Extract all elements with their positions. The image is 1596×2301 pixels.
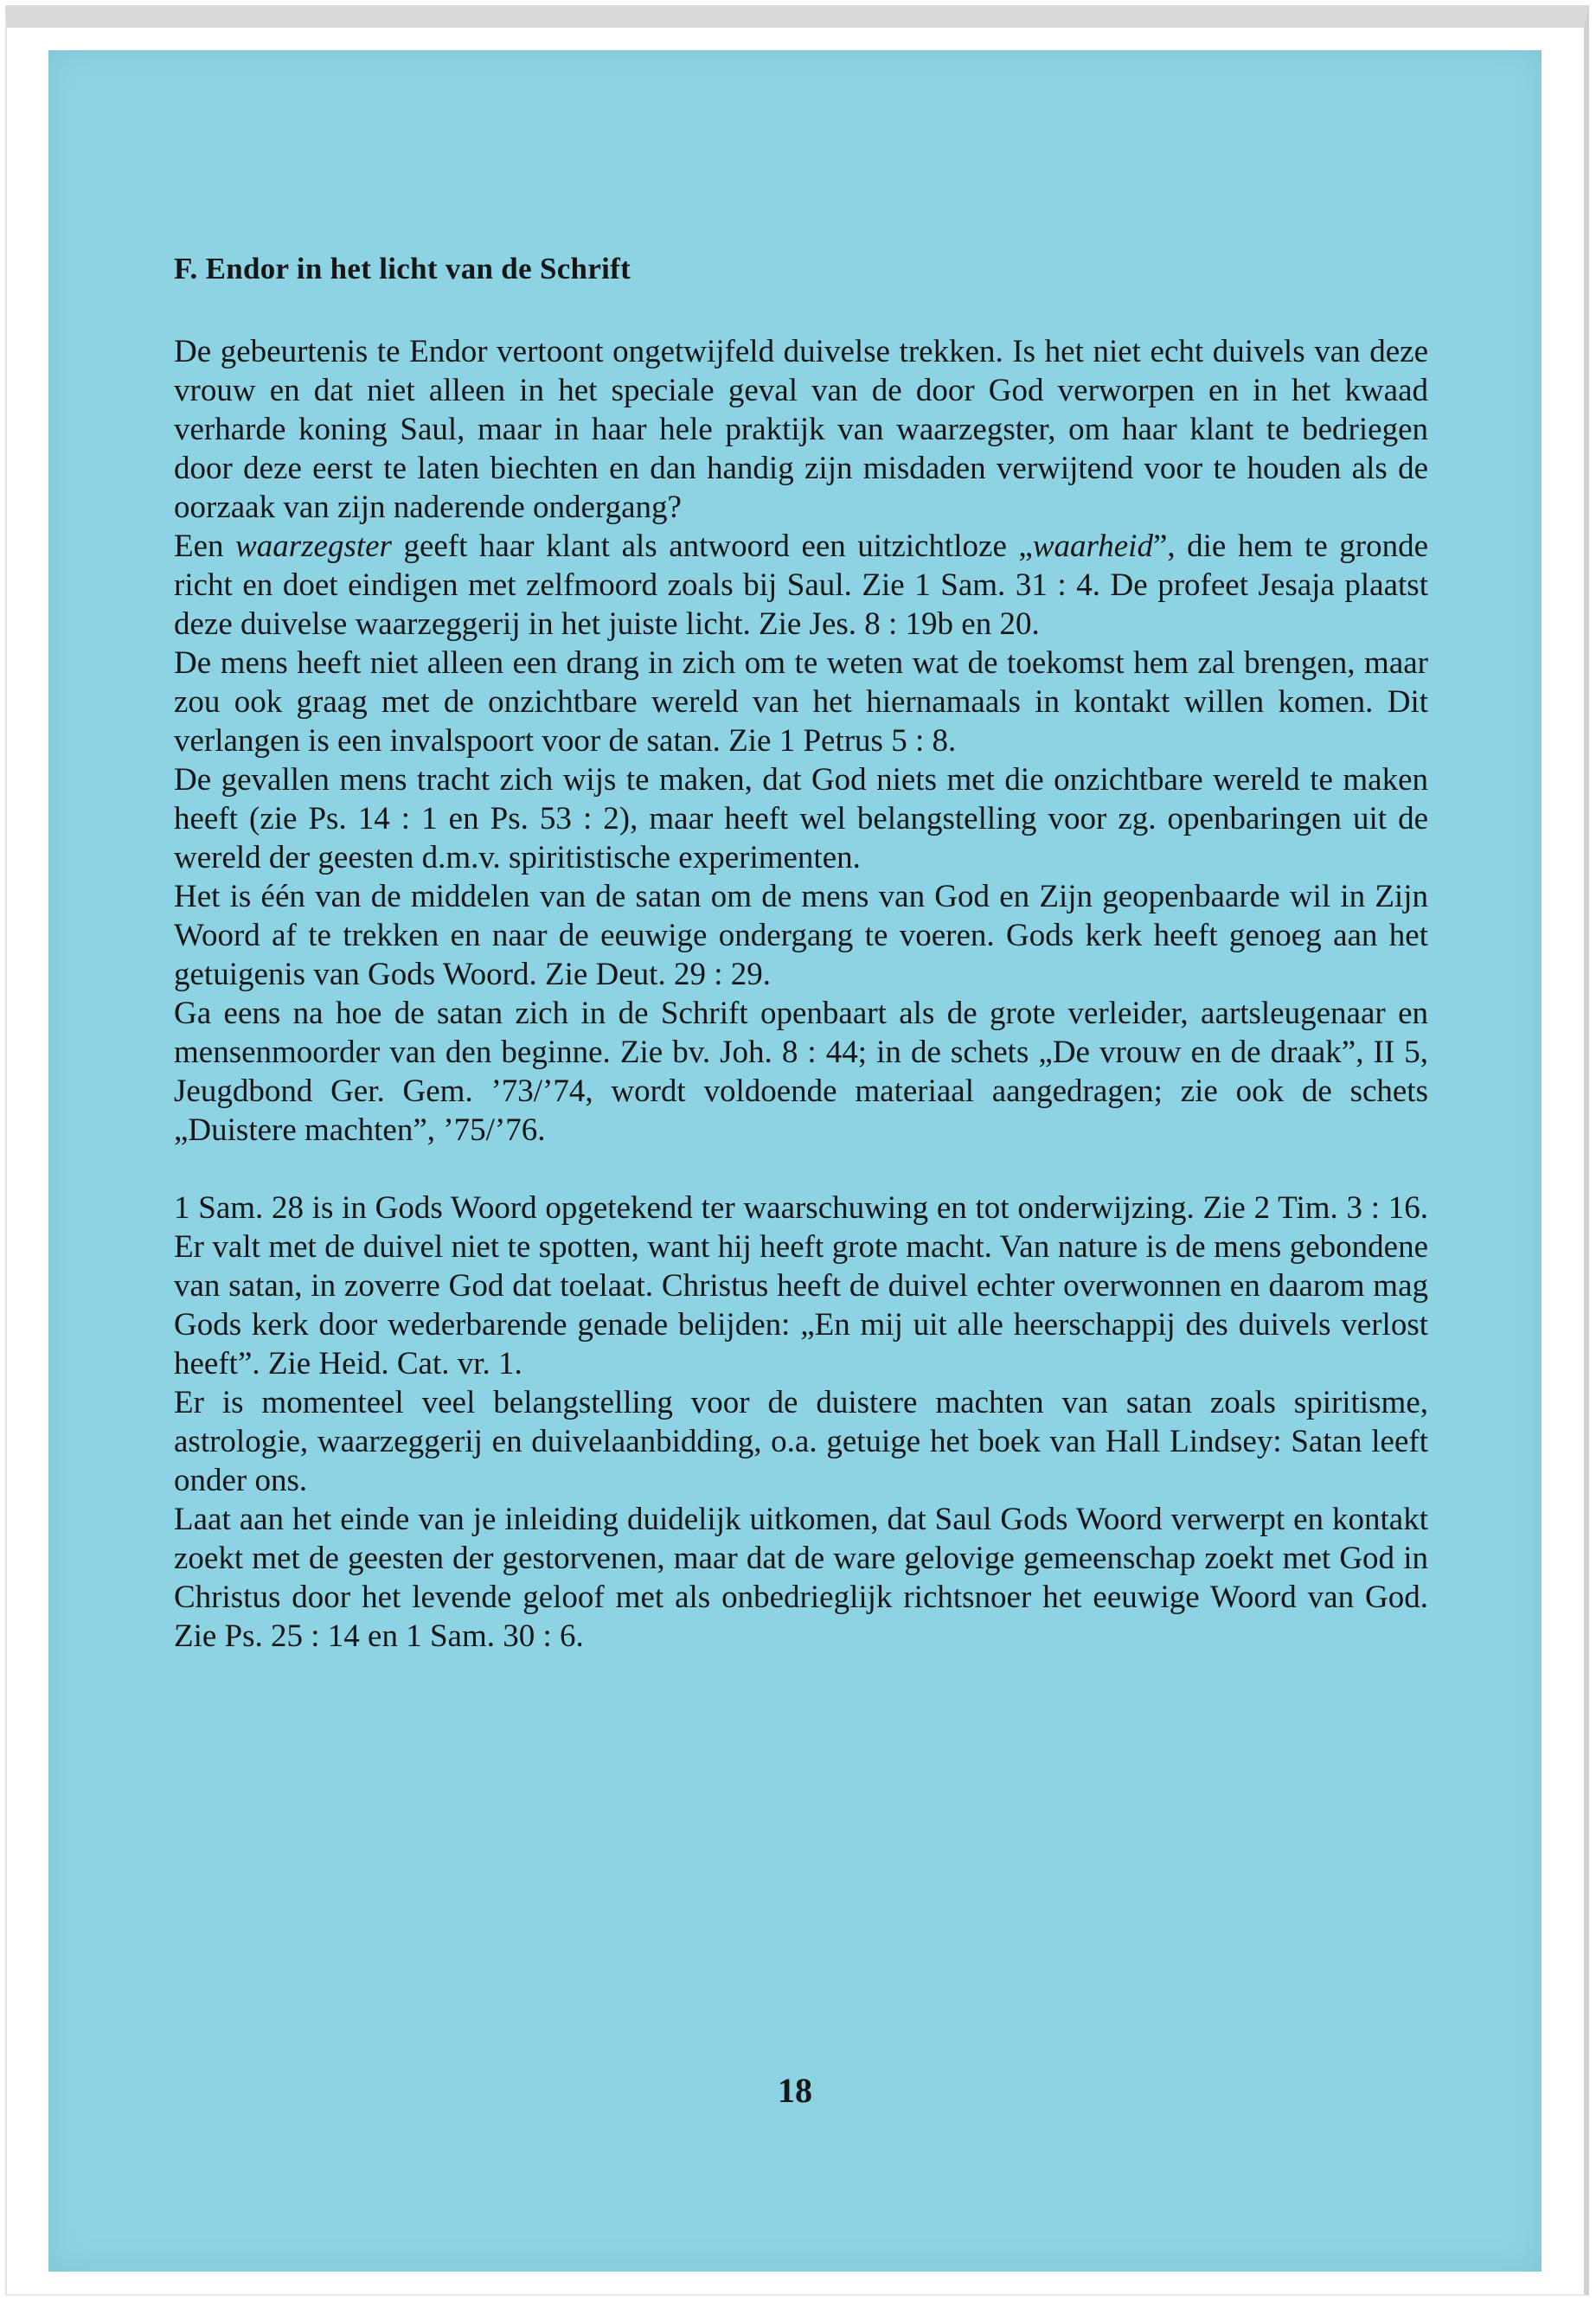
paragraph-1	[174, 332, 1428, 527]
paragraph-2	[174, 527, 1428, 644]
document-page	[48, 50, 1542, 2272]
paragraph-text: 1 Sam. 28 is in Gods Woord opgetekend ter waarschuwing en tot onderwijzing. Zie 2 Tim. 3 : 16. Er valt met de duivel niet te spotten, want hij heeft grote macht. Van nature is de mens gebondene van satan, in zoverre God dat toelaat. Christus heeft de duivel echter overwonnen en daarom mag Gods kerk door wederbarende genade belijden: „En mij uit alle heerschappij des duivels verlost heeft”. Zie Heid. Cat. vr. 1.	[174, 1190, 1428, 1381]
paragraph-text: De gevallen mens tracht zich wijs te maken, dat God niets met die onzichtbare wereld te maken heeft (zie Ps. 14 : 1 en Ps. 53 : 2), maar heeft wel belangstelling voor zg. openbaringen uit de wereld der geesten d.m.v. spiritistische experimenten.	[174, 762, 1428, 875]
paragraph-text: Ga eens na hoe de satan zich in de Schrift openbaart als de grote verleider, aartsleugenaar en mensenmoorder van den beginne. Zie bv. Joh. 8 : 44; in de schets „De vrouw en de draak”, II 5, Jeugdbond Ger. Gem. ’73/’74, wordt voldoende materiaal aangedragen; zie ook de schets „Duistere machten”, ’75/’76.	[174, 996, 1428, 1148]
section-heading: F. Endor in het licht van de Schrift	[174, 252, 631, 285]
emphasis-waarzegster: waarzegster	[235, 529, 392, 564]
paragraph-9	[174, 1500, 1428, 1656]
paragraph-5	[174, 877, 1428, 994]
paragraph-gap	[174, 1150, 1428, 1189]
paragraph-text: geeft haar klant als antwoord een uitzichtloze „	[391, 529, 1033, 564]
paragraph-text: Het is één van de middelen van de satan om de mens van God en Zijn geopenbaarde wil in Zijn Woord af te trekken en naar de eeuwige ondergang te voeren. Gods kerk heeft genoeg aan het getuigenis van Gods Woord. Zie Deut. 29 : 29.	[174, 879, 1428, 992]
paragraph-text: ”, die hem te gronde richt en doet eindigen met zelfmoord zoals bij Saul. Zie 1 Sam. 31 : 4. De profeet Jesaja plaatst deze duivelse waarzeggerij in het juiste licht. Zie Jes. 8 : 19b en 20.	[174, 529, 1429, 642]
paragraph-7	[174, 1189, 1428, 1383]
paragraph-4	[174, 760, 1428, 877]
page-content	[174, 249, 1428, 1656]
paragraph-text: De mens heeft niet alleen een drang in zich om te weten wat de toekomst hem zal brengen, maar zou ook graag met de onzichtbare wereld van het hiernamaals in kontakt willen komen. Dit verlangen is een invalspoort voor de satan. Zie 1 Petrus 5 : 8.	[174, 645, 1428, 759]
paragraph-8	[174, 1383, 1428, 1500]
emphasis-waarheid: waarheid	[1032, 529, 1153, 564]
paragraph-text: Een	[174, 529, 236, 564]
page-number: 18	[778, 2071, 812, 2110]
paragraph-text: Laat aan het einde van je inleiding duidelijk uitkomen, dat Saul Gods Woord verwerpt en kontakt zoekt met de geesten der gestorvenen, maar dat de ware gelovige gemeenschap zoekt met God in Christus door het levende geloof met als onbedrieglijk richtsnoer het eeuwige Woord van God. Zie Ps. 25 : 14 en 1 Sam. 30 : 6.	[174, 1502, 1428, 1654]
paragraph-6	[174, 994, 1428, 1150]
paragraph-text: De gebeurtenis te Endor vertoont ongetwijfeld duivelse trekken. Is het niet echt duivels van deze vrouw en dat niet alleen in het speciale geval van de door God verworpen en in het kwaad verharde koning Saul, maar in haar hele praktijk van waarzegster, om haar klant te bedriegen door deze eerst te laten biechten en dan handig zijn misdaden verwijtend voor te houden als de oorzaak van zijn naderende ondergang?	[174, 334, 1428, 525]
paragraph-text: Er is momenteel veel belangstelling voor de duistere machten van satan zoals spiritisme, astrologie, waarzeggerij en duivelaanbidding, o.a. getuige het boek van Hall Lindsey: Satan leeft onder ons.	[174, 1385, 1428, 1498]
paragraph-3	[174, 644, 1428, 760]
